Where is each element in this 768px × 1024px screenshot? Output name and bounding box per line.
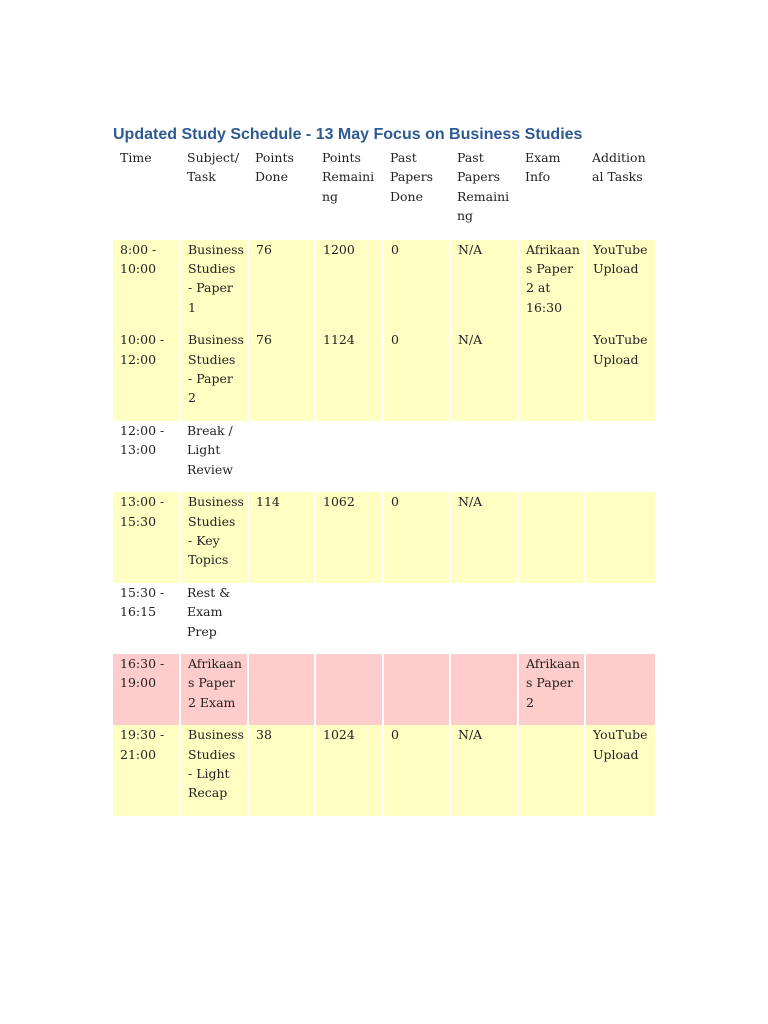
cell-subject: Break / Light Review bbox=[187, 422, 233, 477]
cell-time: 15:30 - 16:15 bbox=[120, 584, 165, 620]
cell-past-papers-remaining bbox=[450, 421, 518, 492]
cell-points-done: 114 bbox=[248, 492, 315, 583]
cell-past-papers-done: 0 bbox=[383, 240, 450, 331]
cell-points-done: 76 bbox=[248, 330, 315, 421]
cell-points-remaining bbox=[315, 421, 383, 492]
cell-past-papers-done: 0 bbox=[383, 330, 450, 421]
cell-exam-info: Afrikaan s Paper 2 bbox=[518, 654, 585, 725]
cell-past-papers-remaining: N/A bbox=[450, 725, 518, 816]
table-row bbox=[113, 583, 655, 654]
cell-points-done: 76 bbox=[248, 240, 315, 331]
cell-additional-tasks: YouTube Upload bbox=[585, 330, 655, 421]
cell-subject: Business Studies - Paper 2 bbox=[180, 330, 248, 421]
cell-past-papers-remaining bbox=[450, 654, 518, 725]
cell-points-done: 38 bbox=[248, 725, 315, 816]
cell-exam-info: Afrikaan s Paper 2 at 16:30 bbox=[518, 240, 585, 331]
header-subject: Subject/ Task bbox=[187, 150, 240, 185]
cell-time: 8:00 - 10:00 bbox=[113, 240, 180, 331]
cell-points-remaining: 1024 bbox=[315, 725, 383, 816]
cell-additional-tasks: YouTube Upload bbox=[585, 725, 655, 816]
document-title: Updated Study Schedule - 13 May Focus on Business Studies bbox=[113, 126, 583, 143]
cell-exam-info bbox=[518, 583, 585, 654]
cell-past-papers-remaining: N/A bbox=[450, 492, 518, 583]
header-exam-info: Exam Info bbox=[525, 150, 561, 185]
cell-past-papers-remaining bbox=[450, 583, 518, 654]
cell-time: 12:00 - 13:00 bbox=[120, 422, 165, 458]
cell-time: 13:00 - 15:30 bbox=[113, 492, 180, 583]
header-past-papers-done: Past Papers Done bbox=[390, 150, 434, 204]
table-row bbox=[113, 421, 655, 492]
cell-additional-tasks: YouTube Upload bbox=[585, 240, 655, 331]
cell-subject: Business Studies - Light Recap bbox=[180, 725, 248, 816]
cell-exam-info bbox=[518, 330, 585, 421]
cell-past-papers-remaining: N/A bbox=[450, 240, 518, 331]
cell-past-papers-done bbox=[383, 421, 450, 492]
cell-past-papers-done bbox=[383, 654, 450, 725]
table-row bbox=[113, 492, 655, 583]
cell-additional-tasks bbox=[585, 583, 655, 654]
cell-points-done bbox=[248, 654, 315, 725]
cell-exam-info bbox=[518, 421, 585, 492]
cell-past-papers-done bbox=[383, 583, 450, 654]
cell-points-remaining: 1200 bbox=[315, 240, 383, 331]
header-points-remaining: Points Remaini ng bbox=[322, 150, 375, 204]
cell-additional-tasks bbox=[585, 654, 655, 725]
cell-past-papers-done: 0 bbox=[383, 725, 450, 816]
table-row bbox=[113, 725, 655, 816]
cell-points-done bbox=[248, 421, 315, 492]
cell-points-remaining: 1062 bbox=[315, 492, 383, 583]
cell-time: 10:00 - 12:00 bbox=[113, 330, 180, 421]
cell-subject: Business Studies - Paper 1 bbox=[180, 240, 248, 331]
cell-subject: Rest & Exam Prep bbox=[187, 584, 231, 639]
header-time: Time bbox=[120, 150, 152, 165]
header-points-done: Points Done bbox=[255, 150, 294, 185]
cell-exam-info bbox=[518, 492, 585, 583]
cell-points-remaining bbox=[315, 583, 383, 654]
cell-points-done bbox=[248, 583, 315, 654]
table-row bbox=[113, 330, 655, 421]
table-row bbox=[113, 240, 655, 331]
cell-past-papers-done: 0 bbox=[383, 492, 450, 583]
cell-subject: Business Studies - Key Topics bbox=[180, 492, 248, 583]
cell-time: 19:30 - 21:00 bbox=[113, 725, 180, 816]
cell-points-remaining: 1124 bbox=[315, 330, 383, 421]
header-additional-tasks: Addition al Tasks bbox=[592, 150, 646, 185]
cell-time: 16:30 - 19:00 bbox=[113, 654, 180, 725]
header-past-papers-remaining: Past Papers Remaini ng bbox=[457, 150, 510, 224]
table-row bbox=[113, 654, 655, 725]
cell-additional-tasks bbox=[585, 492, 655, 583]
header-row bbox=[113, 147, 655, 240]
cell-points-remaining bbox=[315, 654, 383, 725]
schedule-table bbox=[113, 147, 655, 816]
cell-subject: Afrikaan s Paper 2 Exam bbox=[180, 654, 248, 725]
cell-past-papers-remaining: N/A bbox=[450, 330, 518, 421]
cell-exam-info bbox=[518, 725, 585, 816]
cell-additional-tasks bbox=[585, 421, 655, 492]
